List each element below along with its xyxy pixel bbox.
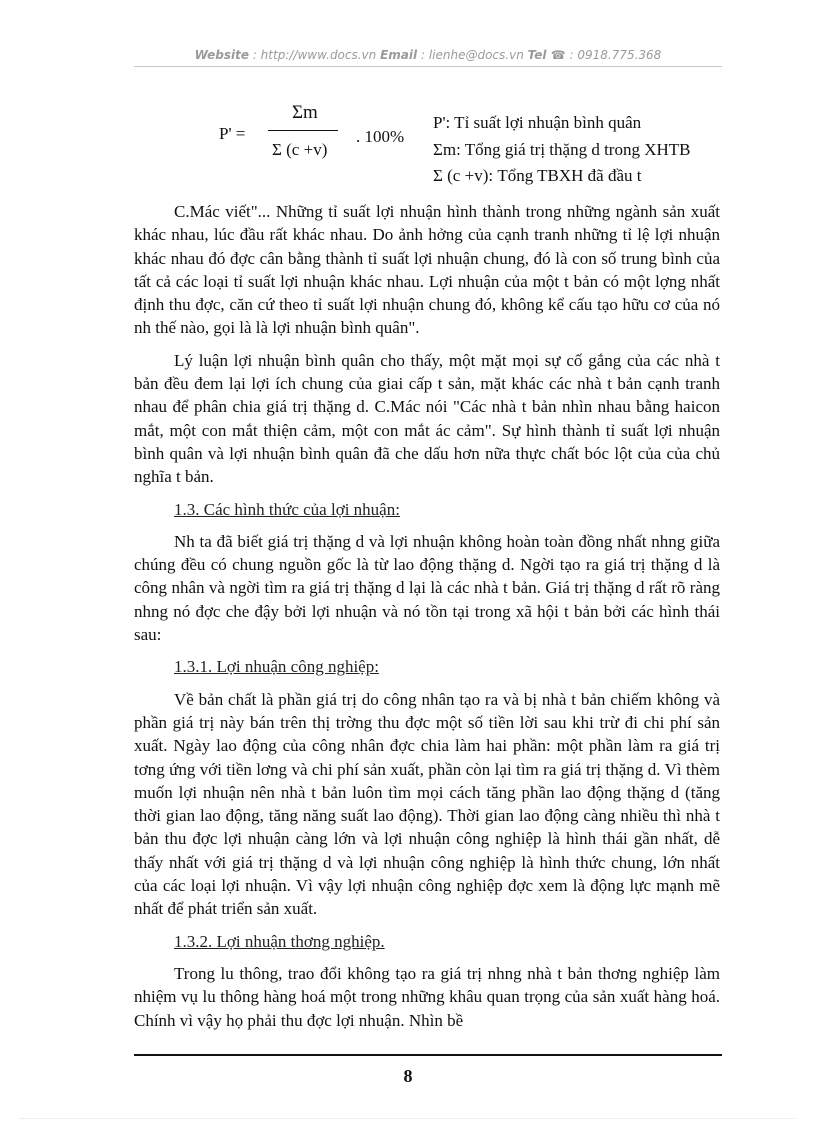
document-body bbox=[134, 200, 720, 1041]
website-label: Website bbox=[194, 48, 249, 62]
formula-lhs: P' = bbox=[219, 124, 246, 143]
formula-numerator: Σm bbox=[292, 102, 318, 123]
formula-legend-2: Σm: Tổng giá trị thặng d trong XHTB bbox=[433, 140, 691, 159]
footer-divider bbox=[134, 1054, 722, 1056]
tel-value: : 0918.775.368 bbox=[569, 48, 662, 62]
email-label: Email bbox=[380, 48, 418, 62]
profit-rate-formula bbox=[0, 0, 816, 200]
fraction-line bbox=[268, 130, 338, 131]
paragraph-average-profit-theory: Lý luận lợi nhuận bình quân cho thấy, một mặt mọi sự cố gắng của các nhà t bản đều đem lại lợi ích chung của giai cấp t sản, mặt khác các nhà t bản cạnh tranh nhau để phân chia giá trị thặng d. C.Mác nói "Các nhà t bản nhìn nhau bằng haicon mắt, một con mắt thiện cảm, một con mắt ác cảm". Sự hình thành tỉ suất lợi nhuận bình quân và lợi nhuận bình quân đã che dấu hơn nữa thực chất bóc lột của của chủ nghĩa t bản. bbox=[134, 350, 720, 487]
paragraph-industrial-profit: Về bản chất là phần giá trị do công nhân tạo ra và bị nhà t bản chiếm không và phần giá trị này bán trên thị trờng thu đợc một số tiền lời sau khi trừ đi chi phí sản xuất. Ngày lao động của công nhân đợc chia làm hai phần: một phần làm ra giá trị tơng ứng với tiền lơng và chi phí sản xuất, phần còn lại tìm ra giá trị thặng d. Vì thèm muốn lợi nhuận nên nhà t bản luôn tìm mọi cách tăng phần lao động thặng d (tăng thời gian lao động, tăng năng suất lao động). Thời gian lao động càng nhiều thì nhà t bản thu đợc lợi nhuận càng lớn và lợi nhuận công nghiệp là hình thái gần nhất, dễ thấy nhất với giá trị thặng d và lợi nhuận công nghiệp là hình thức chung, lớn nhất của các loại lợi nhuận. Vì vậy lợi nhuận công nghiệp đợc xem là động lực mạnh mẽ nhất để phát triển sản xuất. bbox=[134, 689, 720, 919]
website-value: : http://www.docs.vn bbox=[252, 48, 377, 62]
email-value: : lienhe@docs.vn bbox=[420, 48, 524, 62]
section-heading-profit-forms: 1.3. Các hình thức của lợi nhuận: bbox=[174, 499, 400, 519]
formula-multiplier: . 100% bbox=[356, 127, 405, 146]
formula-legend-3: Σ (c +v): Tổng TBXH đã đầu t bbox=[433, 166, 642, 185]
paragraph-surplus-value: Nh ta đã biết giá trị thặng d và lợi nhuận không hoàn toàn đồng nhất nhng giữa chúng đều có chung nguồn gốc là từ lao động thặng d. Ngời tạo ra giá trị thặng d là công nhân và ngời tìm ra giá trị thặng d lại là các nhà t bản. Giá trị thặng d rất rõ ràng nhng nó đợc che đậy bởi lợi nhuận và nó tồn tại trong xã hội t bản bởi các hình thái sau: bbox=[134, 531, 720, 645]
page-bottom-border bbox=[20, 1118, 796, 1119]
page-number: 8 bbox=[403, 1066, 413, 1086]
tel-label: Tel ☎ bbox=[527, 48, 566, 62]
paragraph-marx-quote: C.Mác viết"... Những tỉ suất lợi nhuận hình thành trong những ngành sản xuất khác nhau, lúc đầu rất khác nhau. Do ảnh hởng của cạnh tranh những tỉ lệ lợi nhuận khác nhau đó đợc cân bằng thành tỉ suất lợi nhuận chung, đó là con số trung bình của tất cả các loại tỉ suất lợi nhuận khác nhau. Lợi nhuận của một t bản có một lợng nhất định thu đợc, căn cứ theo tỉ suất lợi nhuận chung đó, không kể cấu tạo hữu cơ của nó nh thế nào, gọi là là lợi nhuận bình quân". bbox=[134, 202, 720, 338]
formula-denominator: Σ (c +v) bbox=[272, 140, 328, 159]
formula-legend-1: P': Tỉ suất lợi nhuận bình quân bbox=[433, 113, 642, 132]
paragraph-commercial-profit: Trong lu thông, trao đổi không tạo ra giá trị nhng nhà t bản thơng nghiệp làm nhiệm vụ lu thông hàng hoá một trong những khâu quan trọng của sản xuất hàng hoá. Chính vì vậy họ phải thu đợc lợi nhuận. Nhìn bề bbox=[134, 963, 720, 1030]
section-heading-commercial-profit: 1.3.2. Lợi nhuận thơng nghiệp. bbox=[174, 931, 385, 951]
section-heading-industrial-profit: 1.3.1. Lợi nhuận công nghiệp: bbox=[174, 657, 379, 677]
